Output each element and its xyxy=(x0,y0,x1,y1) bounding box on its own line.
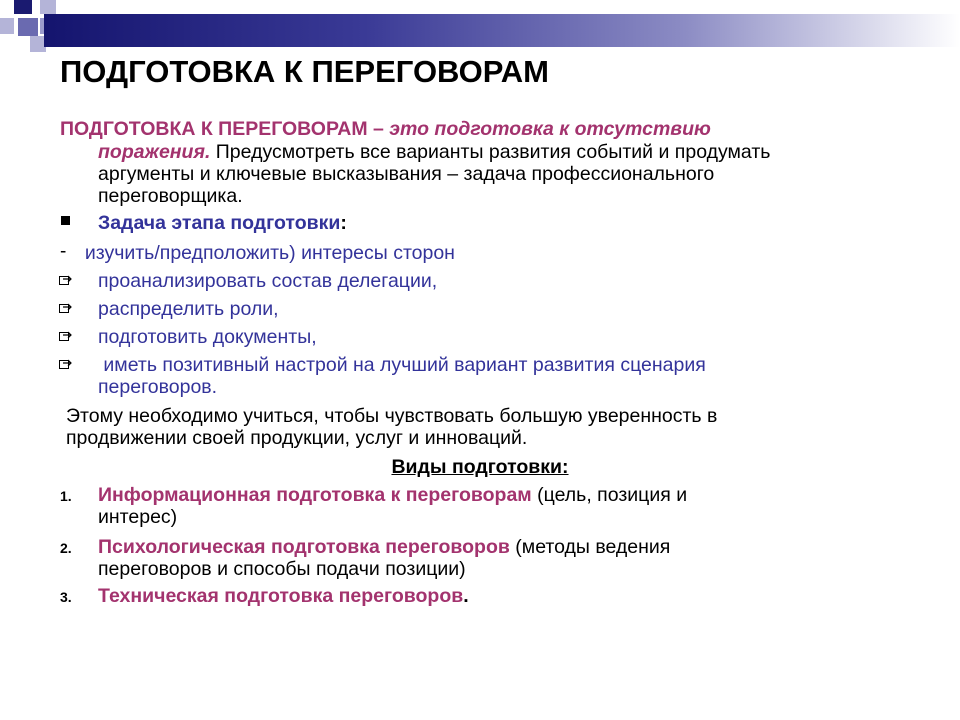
type-item-3: Техническая подготовка переговоров. xyxy=(98,585,469,607)
task-heading: Задача этапа подготовки: xyxy=(98,212,347,234)
intro-line-1: ПОДГОТОВКА К ПЕРЕГОВОРАМ – это подготовка к отсутствию xyxy=(60,118,711,140)
conclusion-line-1: Этому необходимо учиться, чтобы чувствовать большую уверенность в xyxy=(66,405,718,427)
list-item: изучить/предположить) интересы сторон xyxy=(74,242,455,264)
list-item: проанализировать состав делегации, xyxy=(98,270,438,292)
dash-marker: - xyxy=(60,241,67,262)
type-item-2: Психологическая подготовка переговоров (методы ведения xyxy=(98,536,671,558)
types-heading: Виды подготовки: xyxy=(391,456,569,478)
list-number: 1. xyxy=(60,488,72,504)
folder-arrow-icon xyxy=(59,301,73,313)
list-item-continuation: переговоров. xyxy=(98,376,218,398)
intro-line-2: поражения. Предусмотреть все варианты развития событий и продумать xyxy=(98,141,771,163)
intro-line-3: аргументы и ключевые высказывания – задача профессионального xyxy=(98,163,715,185)
type-item-2-continuation: переговоров и способы подачи позиции) xyxy=(98,558,466,580)
list-item: иметь позитивный настрой на лучший вариант развития сценария xyxy=(98,354,706,376)
list-number: 2. xyxy=(60,540,72,556)
list-item: распределить роли, xyxy=(98,298,279,320)
square-bullet-icon xyxy=(61,216,70,225)
list-number: 3. xyxy=(60,589,72,605)
page-title: ПОДГОТОВКА К ПЕРЕГОВОРАМ xyxy=(60,54,549,89)
type-item-1: Информационная подготовка к переговорам (цель, позиция и xyxy=(98,484,688,506)
list-item: подготовить документы, xyxy=(98,326,317,348)
conclusion-line-2: продвижении своей продукции, услуг и инноваций. xyxy=(66,427,528,449)
intro-definition: это подготовка к отсутствию xyxy=(389,118,711,140)
intro-line-4: переговорщика. xyxy=(98,185,243,207)
folder-arrow-icon xyxy=(59,329,73,341)
folder-arrow-icon xyxy=(59,357,73,369)
type-item-1-continuation: интерес) xyxy=(98,506,178,528)
intro-term: ПОДГОТОВКА К ПЕРЕГОВОРАМ xyxy=(60,118,368,140)
header-gradient-bar xyxy=(44,14,960,47)
folder-arrow-icon xyxy=(59,273,73,285)
